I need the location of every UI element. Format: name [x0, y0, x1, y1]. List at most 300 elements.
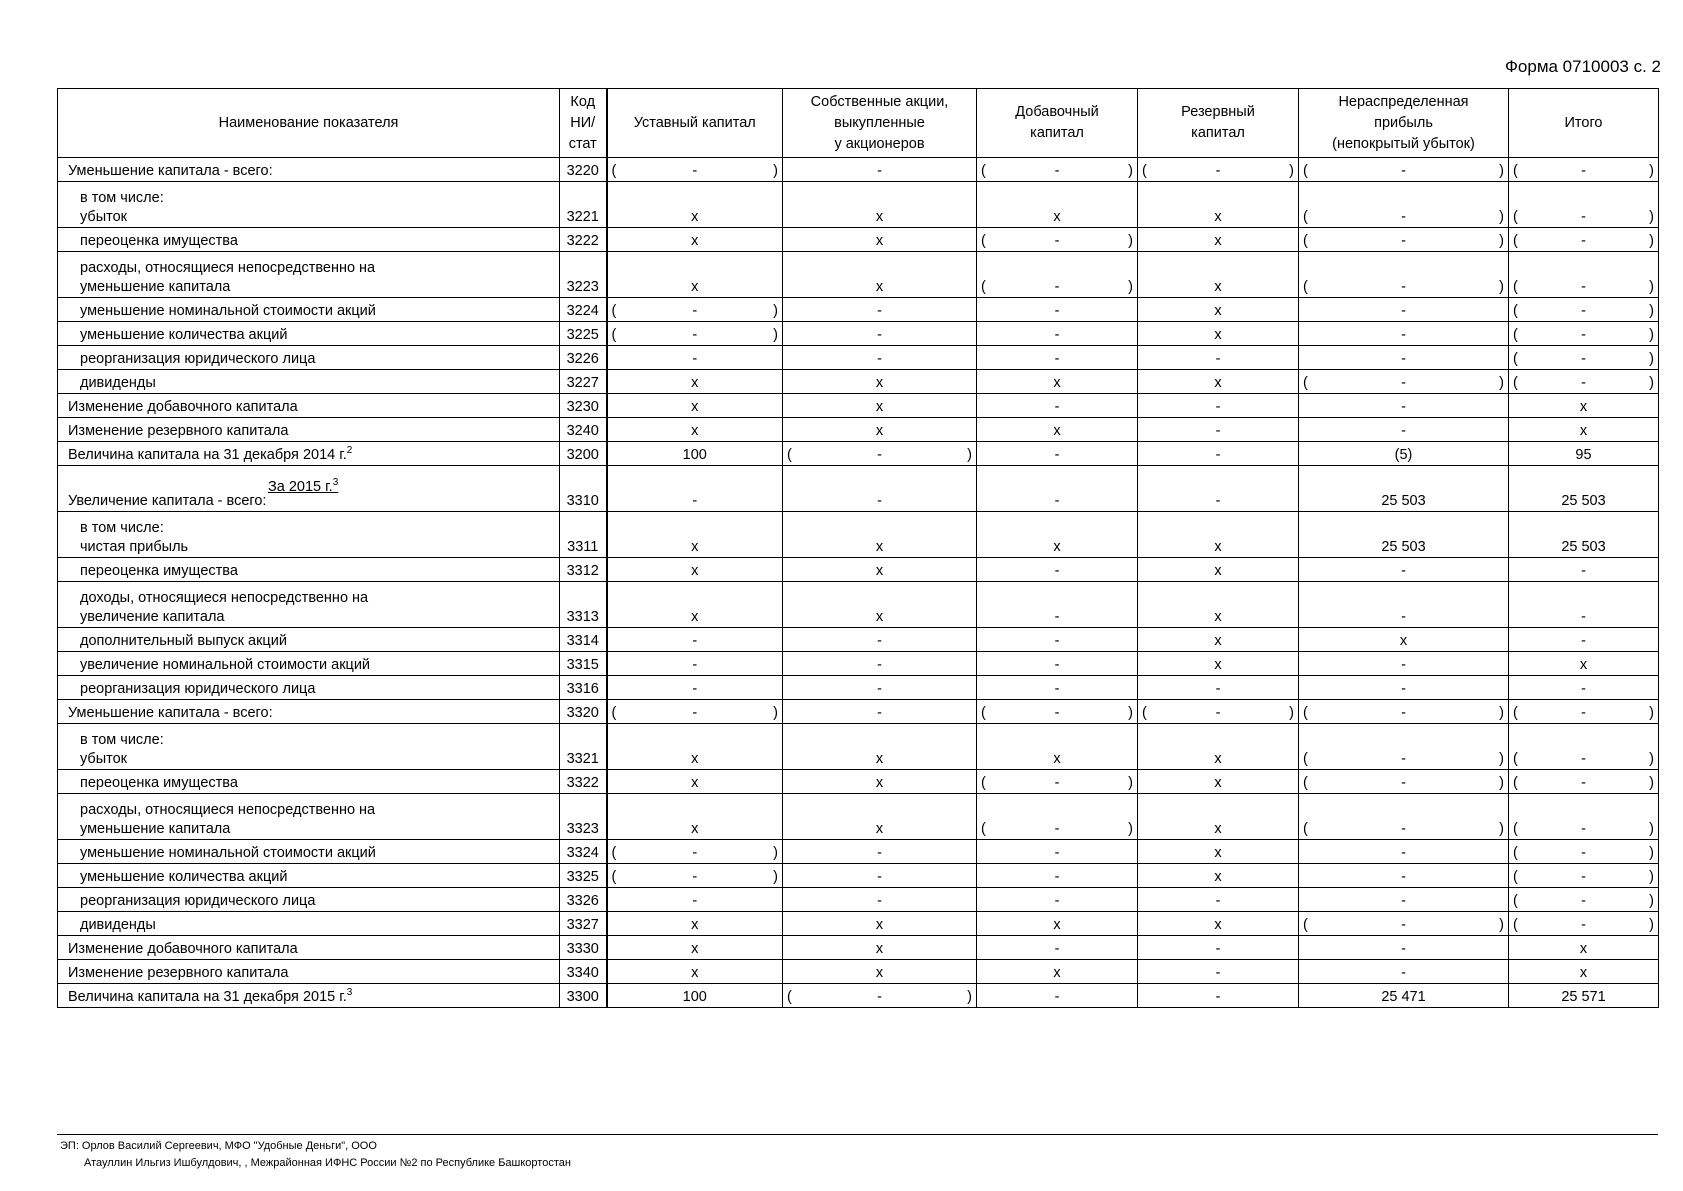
column-header-code-line: НИ/: [570, 114, 596, 131]
cell-additional: -: [977, 840, 1138, 864]
row-name-cell: [58, 466, 560, 512]
bracket-close: ): [773, 845, 778, 861]
cell-additional: -: [977, 888, 1138, 912]
cell-reserve: x: [1138, 558, 1299, 582]
cell-reserve: x: [1138, 912, 1299, 936]
cell-value: -: [1401, 209, 1406, 225]
cell-total: [1509, 700, 1659, 724]
cell-total: [1509, 724, 1659, 770]
cell-additional: -: [977, 864, 1138, 888]
table-row: [58, 628, 1659, 652]
column-header-own-shares-line: Собственные акции,: [810, 93, 949, 110]
table-row: [58, 676, 1659, 700]
cell-additional: -: [977, 346, 1138, 370]
bracket-open: (: [1513, 351, 1518, 367]
row-name-cell: [58, 960, 560, 984]
period-label-text: За 2015 г.: [268, 478, 333, 495]
cell-value: -: [1054, 775, 1060, 791]
footnote-mark: 3: [332, 477, 339, 488]
cell-reserve: x: [1138, 370, 1299, 394]
cell-additional: x: [977, 960, 1138, 984]
bracket-close: ): [1649, 375, 1654, 391]
bracket-close: ): [1649, 775, 1654, 791]
bracket-open: (: [1513, 163, 1518, 179]
cell-reserve: -: [1138, 676, 1299, 700]
cell-value: -: [1401, 751, 1406, 767]
cell-retained: [1299, 182, 1509, 228]
row-name: переоценка имущества: [80, 563, 238, 579]
cell-own-shares: x: [783, 182, 977, 228]
bracket-close: ): [1499, 821, 1504, 837]
cell-value: -: [877, 989, 882, 1005]
cell-total: 25 571: [1509, 984, 1659, 1008]
cell-value: -: [1401, 233, 1406, 249]
row-code: 3220: [560, 158, 607, 182]
bracket-close: ): [1499, 751, 1504, 767]
cell-reserve: x: [1138, 582, 1299, 628]
cell-capital: -: [607, 628, 783, 652]
row-name-cell: [58, 864, 560, 888]
cell-value: -: [1581, 705, 1586, 721]
cell-total: [1509, 158, 1659, 182]
row-name: Изменение добавочного капитала: [68, 941, 298, 957]
cell-value: -: [1581, 279, 1586, 295]
row-code: 3310: [560, 466, 607, 512]
cell-retained: -: [1299, 322, 1509, 346]
cell-total: [1509, 346, 1659, 370]
column-header-additional: [977, 89, 1138, 158]
cell-reserve: x: [1138, 724, 1299, 770]
cell-own-shares: x: [783, 724, 977, 770]
period-label: [68, 472, 559, 493]
row-name-cell: [58, 582, 560, 628]
table-row: [58, 394, 1659, 418]
cell-total: -: [1509, 676, 1659, 700]
column-header-own-shares: [783, 89, 977, 158]
cell-value: -: [1581, 917, 1586, 933]
bracket-open: (: [611, 163, 617, 179]
cell-retained: [1299, 724, 1509, 770]
table-row: [58, 724, 1659, 770]
cell-capital: [607, 322, 783, 346]
cell-own-shares: x: [783, 960, 977, 984]
cell-capital: [607, 298, 783, 322]
column-header-own-shares-line: выкупленные: [834, 114, 925, 131]
column-header-total: Итого: [1509, 89, 1659, 158]
bracket-open: (: [787, 447, 792, 463]
cell-value: -: [1054, 279, 1060, 295]
bracket-close: ): [1649, 303, 1654, 319]
cell-value: -: [692, 163, 698, 179]
row-name-cell: [58, 370, 560, 394]
bracket-open: (: [1513, 279, 1518, 295]
row-name: увеличение капитала: [80, 609, 225, 625]
cell-capital: [607, 864, 783, 888]
cell-own-shares: -: [783, 298, 977, 322]
row-code: 3314: [560, 628, 607, 652]
bracket-close: ): [773, 705, 778, 721]
cell-retained: [1299, 770, 1509, 794]
bracket-open: (: [1303, 705, 1308, 721]
cell-additional: -: [977, 652, 1138, 676]
table-row: [58, 840, 1659, 864]
row-code: 3322: [560, 770, 607, 794]
bracket-close: ): [1128, 163, 1133, 179]
cell-value: -: [1401, 279, 1406, 295]
bracket-open: (: [1303, 209, 1308, 225]
cell-own-shares: [783, 984, 977, 1008]
cell-additional: -: [977, 582, 1138, 628]
cell-retained: -: [1299, 888, 1509, 912]
column-header-code-line: стат: [568, 135, 597, 152]
cell-reserve: x: [1138, 794, 1299, 840]
row-name-cell: [58, 346, 560, 370]
bracket-close: ): [1499, 163, 1504, 179]
row-code: 3200: [560, 442, 607, 466]
cell-total: [1509, 370, 1659, 394]
table-row: [58, 984, 1659, 1008]
row-name-cell: [58, 558, 560, 582]
cell-value: -: [1054, 163, 1060, 179]
cell-value: -: [1581, 775, 1586, 791]
cell-retained: -: [1299, 840, 1509, 864]
bracket-close: ): [1499, 209, 1504, 225]
column-header-own-shares-line: у акционеров: [834, 135, 925, 152]
table-row: [58, 794, 1659, 840]
row-name: реорганизация юридического лица: [80, 893, 316, 909]
bracket-open: (: [1513, 821, 1518, 837]
row-code: 3240: [560, 418, 607, 442]
bracket-close: ): [967, 447, 972, 463]
row-name-cell: [58, 512, 560, 558]
row-name-cell: [58, 628, 560, 652]
cell-total: -: [1509, 628, 1659, 652]
bracket-close: ): [1499, 375, 1504, 391]
cell-own-shares: -: [783, 676, 977, 700]
row-code: 3226: [560, 346, 607, 370]
bracket-open: (: [1513, 775, 1518, 791]
row-name: переоценка имущества: [80, 233, 238, 249]
signature-line-2: Атауллин Ильгиз Ишбулдович, , Межрайонная ИФНС России №2 по Республике Башкортостан: [84, 1157, 571, 1169]
cell-capital: -: [607, 676, 783, 700]
bracket-close: ): [1128, 821, 1133, 837]
cell-total: [1509, 322, 1659, 346]
table-row: [58, 322, 1659, 346]
table-row: [58, 888, 1659, 912]
row-name: Изменение резервного капитала: [68, 965, 289, 981]
bracket-open: (: [1513, 209, 1518, 225]
cell-retained: -: [1299, 864, 1509, 888]
cell-total: 95: [1509, 442, 1659, 466]
bracket-close: ): [1128, 775, 1133, 791]
bracket-open: (: [611, 705, 617, 721]
cell-capital: x: [607, 418, 783, 442]
cell-capital: -: [607, 888, 783, 912]
column-header-code-line: Код: [570, 93, 596, 110]
row-code: 3312: [560, 558, 607, 582]
cell-additional: -: [977, 628, 1138, 652]
row-name-prefix: доходы, относящиеся непосредственно на: [80, 590, 369, 606]
row-code: 3324: [560, 840, 607, 864]
cell-total: x: [1509, 960, 1659, 984]
table-row: [58, 512, 1659, 558]
cell-capital: x: [607, 794, 783, 840]
cell-total: [1509, 864, 1659, 888]
cell-value: -: [1581, 821, 1586, 837]
table-row: [58, 912, 1659, 936]
bracket-close: ): [1649, 351, 1654, 367]
bracket-close: ): [1499, 775, 1504, 791]
row-name-cell: [58, 724, 560, 770]
cell-additional: [977, 158, 1138, 182]
row-code: 3224: [560, 298, 607, 322]
cell-total: -: [1509, 582, 1659, 628]
cell-value: -: [692, 303, 698, 319]
cell-capital: x: [607, 960, 783, 984]
cell-retained: [1299, 228, 1509, 252]
cell-retained: -: [1299, 558, 1509, 582]
cell-reserve: -: [1138, 936, 1299, 960]
bracket-close: ): [1649, 279, 1654, 295]
cell-capital: x: [607, 558, 783, 582]
cell-total: x: [1509, 394, 1659, 418]
bracket-open: (: [611, 303, 617, 319]
cell-own-shares: [783, 442, 977, 466]
table-row: [58, 252, 1659, 298]
table-row: [58, 158, 1659, 182]
cell-capital: 100: [607, 984, 783, 1008]
bracket-close: ): [1649, 233, 1654, 249]
cell-value: -: [1401, 163, 1406, 179]
cell-own-shares: x: [783, 418, 977, 442]
row-name-prefix: расходы, относящиеся непосредственно на: [80, 802, 376, 818]
footnote-mark: 2: [346, 445, 353, 457]
row-name: Изменение резервного капитала: [68, 423, 289, 439]
bracket-close: ): [1289, 163, 1294, 179]
bracket-open: (: [1513, 917, 1518, 933]
cell-additional: x: [977, 724, 1138, 770]
bracket-close: ): [1499, 279, 1504, 295]
cell-reserve: x: [1138, 322, 1299, 346]
row-name-cell: [58, 700, 560, 724]
row-code: 3311: [560, 512, 607, 558]
row-name: уменьшение номинальной стоимости акций: [80, 303, 376, 319]
row-name: реорганизация юридического лица: [80, 351, 316, 367]
bracket-close: ): [773, 303, 778, 319]
cell-reserve: [1138, 158, 1299, 182]
cell-capital: x: [607, 228, 783, 252]
row-code: 3321: [560, 724, 607, 770]
bracket-open: (: [1142, 705, 1147, 721]
cell-retained: [1299, 442, 1509, 466]
bracket-open: (: [1513, 327, 1518, 343]
row-code: 3326: [560, 888, 607, 912]
cell-additional: x: [977, 912, 1138, 936]
cell-own-shares: -: [783, 652, 977, 676]
cell-retained: -: [1299, 418, 1509, 442]
bracket-open: (: [1513, 303, 1518, 319]
cell-capital: x: [607, 512, 783, 558]
cell-additional: -: [977, 466, 1138, 512]
cell-additional: x: [977, 370, 1138, 394]
cell-capital: [607, 700, 783, 724]
cell-value: -: [1581, 751, 1586, 767]
row-code: 3227: [560, 370, 607, 394]
row-name-cell: [58, 936, 560, 960]
row-name-cell: [58, 888, 560, 912]
bracket-open: (: [1513, 869, 1518, 885]
row-name-cell: [58, 984, 560, 1008]
cell-own-shares: x: [783, 252, 977, 298]
table-row: [58, 370, 1659, 394]
bracket-close: ): [773, 327, 778, 343]
cell-total: [1509, 840, 1659, 864]
bracket-open: (: [1513, 893, 1518, 909]
bracket-open: (: [1303, 279, 1308, 295]
column-header-additional-line: Добавочный: [1015, 104, 1099, 120]
cell-own-shares: x: [783, 794, 977, 840]
row-name: переоценка имущества: [80, 775, 238, 791]
cell-reserve: x: [1138, 864, 1299, 888]
cell-total: [1509, 888, 1659, 912]
row-name: Изменение добавочного капитала: [68, 399, 298, 415]
cell-retained: 25 471: [1299, 984, 1509, 1008]
table-row: [58, 582, 1659, 628]
row-name: Величина капитала на 31 декабря 2014 г.: [68, 447, 347, 463]
row-name-prefix: расходы, относящиеся непосредственно на: [80, 260, 376, 276]
bracket-close: ): [1649, 751, 1654, 767]
cell-reserve: x: [1138, 652, 1299, 676]
cell-additional: x: [977, 418, 1138, 442]
cell-own-shares: x: [783, 558, 977, 582]
bracket-open: (: [1303, 375, 1308, 391]
cell-reserve: -: [1138, 346, 1299, 370]
row-name: дивиденды: [80, 375, 156, 391]
cell-capital: x: [607, 912, 783, 936]
row-name-prefix: в том числе:: [80, 520, 164, 536]
row-name: уменьшение номинальной стоимости акций: [80, 845, 376, 861]
bracket-close: ): [1128, 233, 1133, 249]
bracket-open: (: [981, 163, 986, 179]
cell-capital: 100: [607, 442, 783, 466]
row-name: убыток: [80, 209, 128, 225]
cell-retained: [1299, 158, 1509, 182]
footnote-mark: 3: [346, 987, 353, 999]
cell-own-shares: x: [783, 936, 977, 960]
cell-capital: [607, 840, 783, 864]
cell-retained: -: [1299, 346, 1509, 370]
cell-reserve: x: [1138, 298, 1299, 322]
cell-value: (5): [1394, 447, 1413, 463]
cell-reserve: -: [1138, 984, 1299, 1008]
cell-retained: x: [1299, 628, 1509, 652]
cell-reserve: -: [1138, 442, 1299, 466]
cell-additional: -: [977, 676, 1138, 700]
cell-additional: [977, 228, 1138, 252]
bracket-close: ): [1499, 917, 1504, 933]
cell-total: [1509, 252, 1659, 298]
cell-own-shares: x: [783, 912, 977, 936]
cell-total: x: [1509, 652, 1659, 676]
row-name-cell: [58, 912, 560, 936]
cell-own-shares: x: [783, 512, 977, 558]
cell-additional: -: [977, 442, 1138, 466]
table-row: [58, 700, 1659, 724]
cell-additional: x: [977, 182, 1138, 228]
row-name: Уменьшение капитала - всего:: [68, 163, 273, 179]
cell-own-shares: -: [783, 346, 977, 370]
cell-value: -: [1401, 917, 1406, 933]
row-name: увеличение номинальной стоимости акций: [80, 657, 371, 673]
cell-retained: 25 503: [1299, 466, 1509, 512]
bracket-open: (: [1513, 845, 1518, 861]
column-header-code: [560, 89, 607, 158]
bracket-open: (: [611, 869, 617, 885]
cell-own-shares: x: [783, 370, 977, 394]
cell-retained: [1299, 700, 1509, 724]
cell-additional: -: [977, 394, 1138, 418]
row-name-cell: [58, 442, 560, 466]
bracket-close: ): [1649, 917, 1654, 933]
bracket-close: ): [1649, 209, 1654, 225]
table-row: [58, 298, 1659, 322]
cell-capital: x: [607, 582, 783, 628]
cell-value: -: [1215, 705, 1221, 721]
row-name-cell: [58, 298, 560, 322]
cell-total: [1509, 228, 1659, 252]
bracket-open: (: [1303, 775, 1308, 791]
cell-capital: x: [607, 394, 783, 418]
cell-total: 25 503: [1509, 512, 1659, 558]
cell-value: -: [1401, 821, 1406, 837]
column-header-additional-line: капитал: [1030, 125, 1084, 141]
row-name: уменьшение капитала: [80, 279, 231, 295]
row-code: 3316: [560, 676, 607, 700]
cell-value: -: [1215, 163, 1221, 179]
cell-value: -: [1054, 233, 1060, 249]
cell-capital: x: [607, 770, 783, 794]
cell-reserve: x: [1138, 840, 1299, 864]
form-label: Форма 0710003 с. 2: [1504, 57, 1661, 76]
table-row: [58, 558, 1659, 582]
cell-value: -: [1054, 705, 1060, 721]
cell-retained: [1299, 912, 1509, 936]
table-row: [58, 442, 1659, 466]
cell-own-shares: -: [783, 700, 977, 724]
column-header-retained-line: (непокрытый убыток): [1332, 135, 1475, 152]
cell-additional: -: [977, 936, 1138, 960]
cell-reserve: -: [1138, 960, 1299, 984]
cell-own-shares: -: [783, 466, 977, 512]
cell-total: [1509, 794, 1659, 840]
cell-additional: [977, 770, 1138, 794]
signature-line-1: ЭП: Орлов Василий Сергеевич, МФО "Удобные Деньги", ООО: [60, 1140, 377, 1152]
cell-value: -: [877, 447, 882, 463]
bracket-open: (: [981, 233, 986, 249]
cell-own-shares: -: [783, 158, 977, 182]
bracket-open: (: [1303, 233, 1308, 249]
cell-value: -: [1581, 893, 1586, 909]
row-name: Величина капитала на 31 декабря 2015 г.: [68, 989, 347, 1005]
column-header-reserve-line: Резервный: [1181, 104, 1255, 120]
bracket-close: ): [1649, 163, 1654, 179]
row-name: убыток: [80, 751, 128, 767]
cell-total: [1509, 298, 1659, 322]
cell-capital: -: [607, 652, 783, 676]
row-name: дополнительный выпуск акций: [80, 633, 287, 649]
cell-value: -: [1401, 705, 1406, 721]
cell-reserve: -: [1138, 888, 1299, 912]
